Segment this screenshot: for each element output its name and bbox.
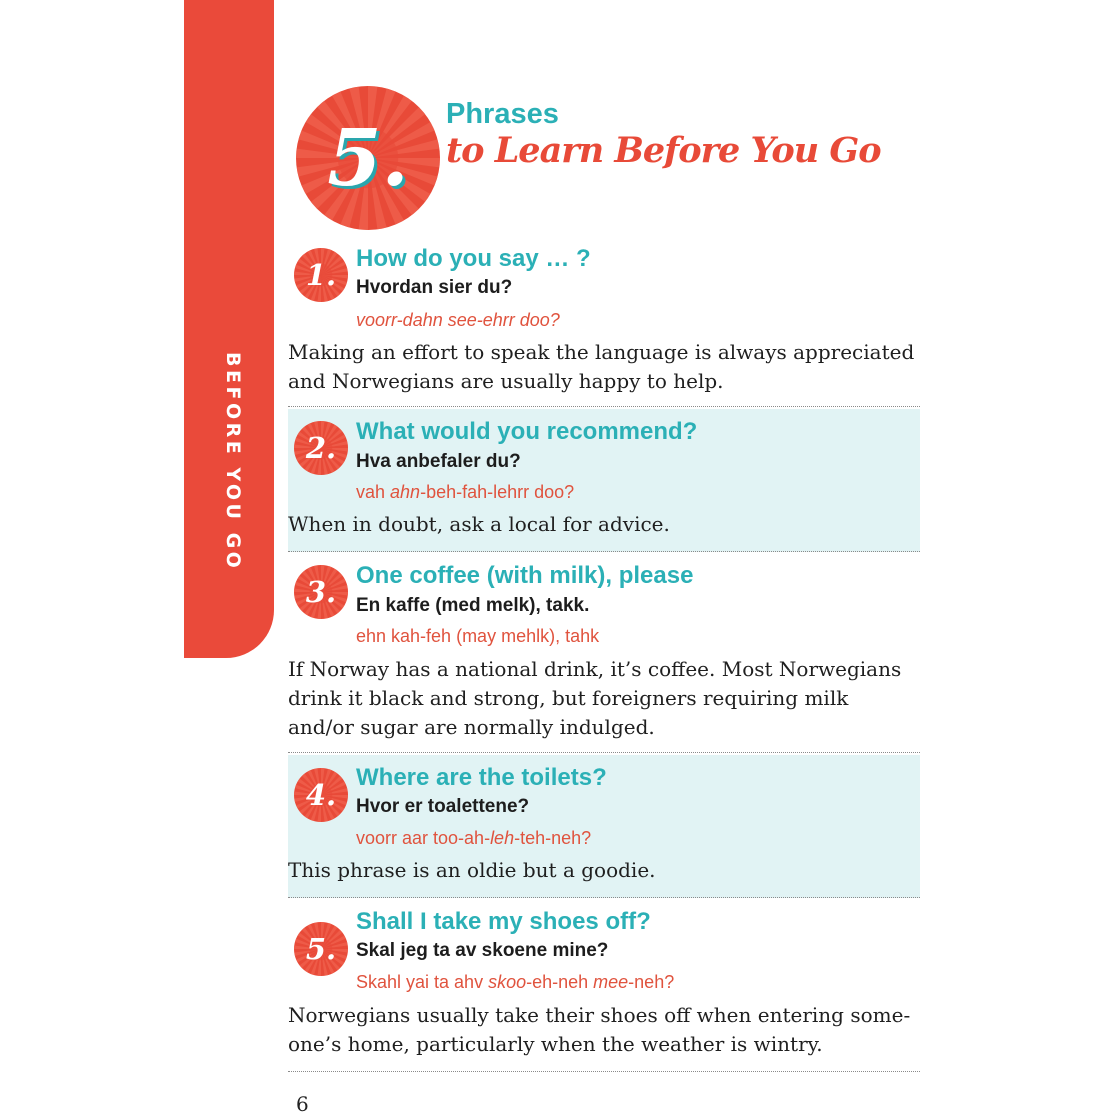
phrase-norwegian: Skal jeg ta av skoene mine? bbox=[356, 940, 609, 961]
phrase-norwegian: Hvordan sier du? bbox=[356, 277, 513, 298]
side-tab-label: BEFORE YOU GO bbox=[222, 352, 244, 572]
phrase-number: 4. bbox=[305, 778, 337, 812]
phrase-note: Making an effort to speak the language is always appreciated and Norwegians are usually happy to help. bbox=[288, 340, 915, 393]
phrase-english: What would you recommend? bbox=[356, 418, 698, 445]
phrase-english: Shall I take my shoes off? bbox=[356, 908, 651, 935]
phrase-number: 3. bbox=[305, 575, 337, 609]
phrase-section-4 bbox=[288, 755, 920, 898]
phrase-number: 1. bbox=[305, 258, 337, 292]
phrase-norwegian: Hvor er toalettene? bbox=[356, 796, 530, 817]
phrase-note: If Norway has a national drink, it’s coffee. Most Norwegians drink it black and strong, but foreigners requiring milk and/or sugar are normally indulged. bbox=[288, 657, 902, 739]
phrase-note: This phrase is an oldie but a goodie. bbox=[288, 858, 656, 882]
header-title-line1: Phrases bbox=[446, 98, 559, 130]
phrase-norwegian: En kaffe (med melk), takk. bbox=[356, 595, 590, 616]
phrase-english: One coffee (with milk), please bbox=[356, 562, 694, 589]
phrase-note: Norwegians usually take their shoes off when entering some-one’s home, particularly when the weather is wintry. bbox=[288, 1003, 911, 1056]
header-number: 5. bbox=[327, 112, 409, 204]
phrase-norwegian: Hva anbefaler du? bbox=[356, 451, 521, 472]
phrase-section-3 bbox=[288, 553, 920, 753]
phrase-pronunciation: vah ahn-beh-fah-lehrr doo? bbox=[356, 482, 575, 502]
page-number: 6 bbox=[296, 1092, 309, 1116]
pron-text: voorr-dahn see-ehrr doo? bbox=[356, 310, 560, 330]
phrase-english: How do you say … ? bbox=[356, 245, 591, 272]
phrase-section-1 bbox=[288, 242, 920, 407]
phrase-pronunciation bbox=[356, 310, 560, 331]
header-title-line2: to Learn Before You Go bbox=[446, 130, 881, 171]
phrase-section-5 bbox=[288, 899, 920, 1072]
phrase-pronunciation: Skahl yai ta ahv skoo-eh-neh mee-neh? bbox=[356, 972, 675, 992]
phrase-english: Where are the toilets? bbox=[356, 764, 607, 791]
phrase-pronunciation: ehn kah-feh (may mehlk), tahk bbox=[356, 626, 600, 646]
phrase-number: 2. bbox=[305, 431, 337, 465]
phrase-section-2 bbox=[288, 409, 920, 552]
phrase-pronunciation: voorr aar too-ah-leh-teh-neh? bbox=[356, 828, 592, 848]
phrase-number: 5. bbox=[305, 932, 337, 966]
phrase-note: When in doubt, ask a local for advice. bbox=[288, 512, 670, 536]
